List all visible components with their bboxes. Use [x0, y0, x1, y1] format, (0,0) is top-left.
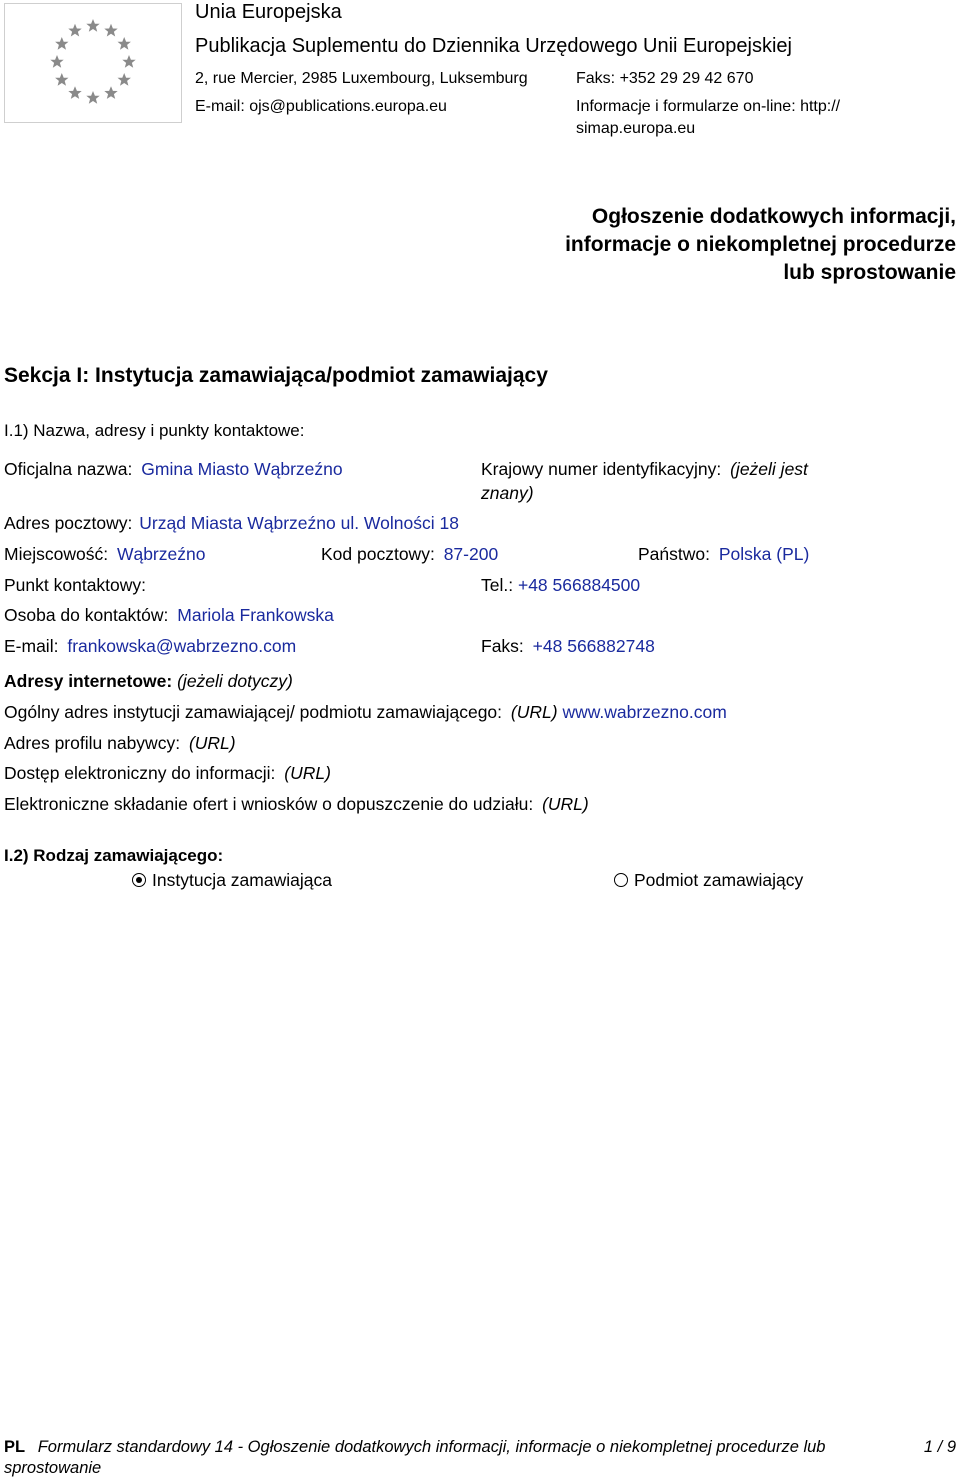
buyer-profile-note: (URL)	[188, 733, 236, 753]
star-icon	[86, 19, 99, 32]
electronic-submission-row	[4, 794, 589, 815]
radio-unselected-icon[interactable]	[614, 873, 628, 887]
header-online-line2: simap.europa.eu	[576, 120, 696, 137]
star-icon	[68, 86, 81, 99]
header-online-line1: Informacje i formularze on-line: http://	[576, 98, 841, 115]
header-address: 2, rue Mercier, 2985 Luxembourg, Luksemburg	[195, 70, 528, 87]
star-icon	[104, 24, 117, 37]
star-icon	[50, 55, 63, 68]
star-icon	[118, 37, 131, 50]
email-label: E-mail:	[4, 636, 59, 656]
country-row	[638, 544, 809, 565]
contact-person-row	[4, 605, 334, 626]
footer-form-line2: sprostowanie	[4, 1459, 102, 1477]
contact-person-label: Osoba do kontaktów:	[4, 605, 169, 625]
section-heading: Sekcja I: Instytucja zamawiająca/podmiot zamawiający	[4, 364, 548, 387]
star-icon	[104, 86, 117, 99]
option-contracting-entity[interactable]	[614, 870, 803, 891]
star-icon	[68, 24, 81, 37]
fax-value: +48 566882748	[532, 636, 655, 656]
electronic-access-label: Dostęp elektroniczny do informacji:	[4, 763, 276, 783]
official-name-label: Oficjalna nazwa:	[4, 459, 133, 479]
general-url-label: Ogólny adres instytucji zamawiającej/ podmiotu zamawiającego:	[4, 702, 503, 722]
header-org: Unia Europejska	[195, 1, 342, 23]
email-row	[4, 636, 296, 657]
eu-stars-logo-icon	[4, 3, 182, 123]
general-url-value[interactable]: www.wabrzezno.com	[562, 702, 727, 722]
footer-page: 1 / 9	[923, 1438, 956, 1456]
tel-row	[481, 575, 640, 596]
header-fax: Faks: +352 29 29 42 670	[576, 70, 754, 87]
general-url-note: (URL)	[510, 702, 558, 722]
subsection-2-heading: I.2) Rodzaj zamawiającego:	[4, 846, 224, 865]
official-name-row	[4, 459, 343, 480]
postal-value: Urząd Miasta Wąbrzeźno ul. Wolności 18	[139, 513, 459, 533]
national-id-label: Krajowy numer identyfikacyjny:	[481, 459, 722, 479]
star-icon	[118, 73, 131, 86]
notice-title: Ogłoszenie dodatkowych informacji, informacje o niekompletnej procedurze lub sprostowanie	[565, 205, 956, 284]
star-icon	[55, 37, 68, 50]
footer-lang: PL	[4, 1438, 26, 1456]
postcode-value: 87-200	[443, 544, 499, 564]
buyer-profile-label: Adres profilu nabywcy:	[4, 733, 181, 753]
city-label: Miejscowość:	[4, 544, 109, 564]
header-email: E-mail: ojs@publications.europa.eu	[195, 98, 447, 115]
footer-form-line1: Formularz standardowy 14 - Ogłoszenie dodatkowych informacji, informacje o niekompletnej procedurze lub	[37, 1438, 826, 1456]
electronic-access-row	[4, 763, 331, 784]
electronic-submission-label: Elektroniczne składanie ofert i wniosków o dopuszczenie do udziału:	[4, 794, 534, 814]
postal-row	[4, 513, 459, 534]
star-icon	[86, 91, 99, 104]
subsection-1-heading: I.1) Nazwa, adresy i punkty kontaktowe:	[4, 421, 305, 440]
tel-value: +48 566884500	[517, 575, 641, 595]
electronic-submission-note: (URL)	[542, 794, 589, 814]
national-id-row	[481, 459, 808, 480]
official-name-value: Gmina Miasto Wąbrzeźno	[141, 459, 343, 479]
header-publication: Publikacja Suplementu do Dziennika Urzędowego Unii Europejskiej	[195, 35, 792, 57]
radio-selected-icon[interactable]	[132, 873, 146, 887]
option-contracting-entity-label: Podmiot zamawiający	[634, 870, 804, 890]
country-value: Polska (PL)	[718, 544, 810, 564]
internet-note: (jeżeli dotyczy)	[177, 671, 293, 691]
postcode-label: Kod pocztowy:	[321, 544, 435, 564]
buyer-profile-row	[4, 733, 236, 754]
postal-label: Adres pocztowy:	[4, 513, 133, 533]
contact-point-label: Punkt kontaktowy:	[4, 575, 147, 595]
city-row	[4, 544, 205, 565]
option-contracting-authority-label: Instytucja zamawiająca	[152, 870, 332, 890]
email-value[interactable]: frankowska@wabrzezno.com	[67, 636, 297, 656]
national-id-note: (jeżeli jest	[730, 459, 808, 479]
internet-label: Adresy internetowe:	[4, 671, 173, 691]
star-icon	[55, 73, 68, 86]
electronic-access-note: (URL)	[284, 763, 331, 783]
internet-row	[4, 671, 293, 692]
tel-label: Tel.:	[481, 575, 514, 595]
city-value: Wąbrzeźno	[116, 544, 206, 564]
national-id-note-cont: znany)	[481, 483, 534, 503]
fax-row	[481, 636, 655, 657]
footer-row	[4, 1438, 825, 1457]
general-url-row	[4, 702, 727, 723]
country-label: Państwo:	[638, 544, 710, 564]
contact-person-value: Mariola Frankowska	[177, 605, 334, 625]
star-icon	[122, 55, 135, 68]
postcode-row	[321, 544, 498, 565]
option-contracting-authority[interactable]	[132, 870, 332, 891]
fax-label: Faks:	[481, 636, 524, 656]
